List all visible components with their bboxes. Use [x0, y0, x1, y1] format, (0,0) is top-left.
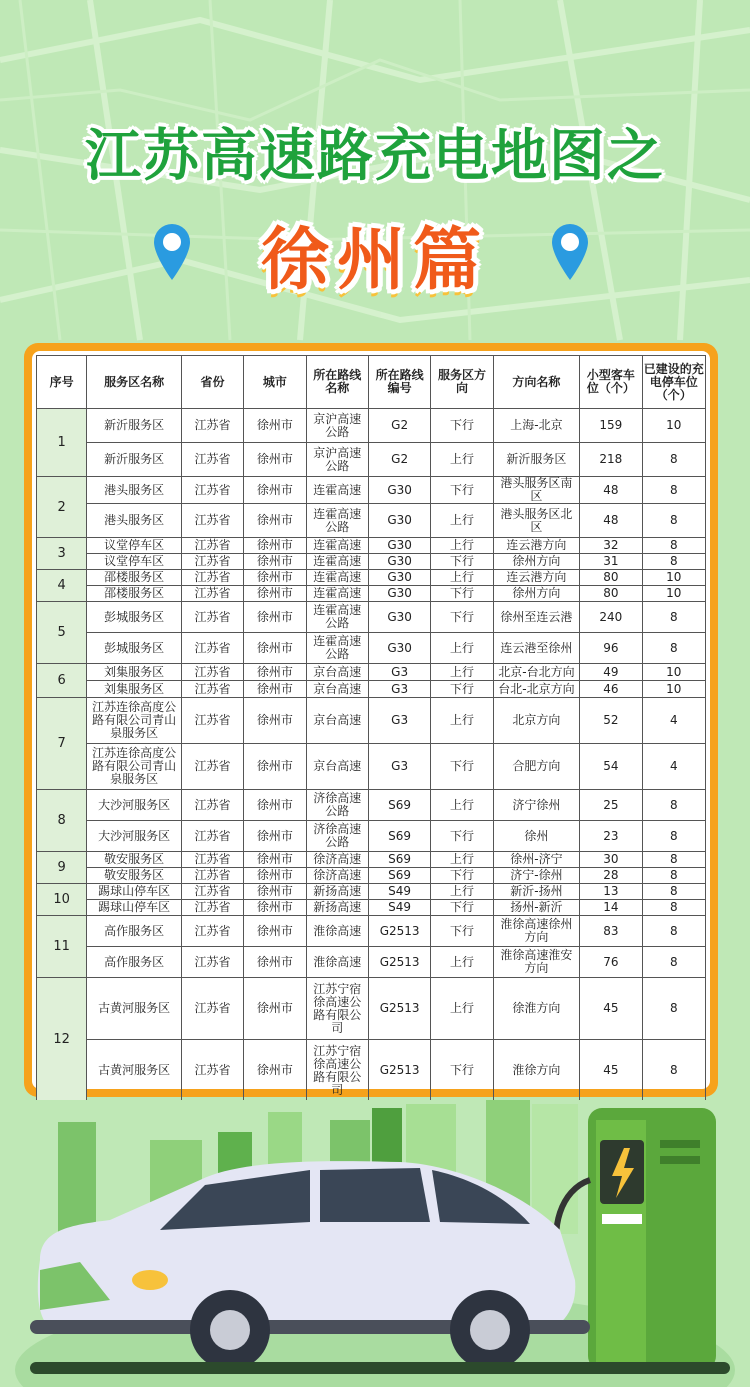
table-row [37, 538, 706, 554]
map-pin-icon [550, 222, 590, 282]
service-area-name-cell: 江苏连徐高度公路有限公司青山泉服务区 [87, 698, 182, 744]
route-name-cell: 连霍高速 [306, 554, 368, 570]
small-car-spaces-cell: 48 [580, 477, 642, 504]
small-car-spaces-cell: 80 [580, 570, 642, 586]
charging-spaces-cell: 8 [642, 554, 705, 570]
sequence-cell: 8 [37, 790, 87, 852]
small-car-spaces-cell: 14 [580, 900, 642, 916]
table-row [37, 602, 706, 633]
charging-spaces-cell: 8 [642, 916, 705, 947]
city-cell: 徐州市 [244, 698, 306, 744]
route-name-cell: 新扬高速 [306, 884, 368, 900]
direction-name-cell: 连云港至徐州 [493, 633, 580, 664]
small-car-spaces-cell: 25 [580, 790, 642, 821]
table-row [37, 916, 706, 947]
direction-cell: 下行 [431, 868, 493, 884]
direction-cell: 下行 [431, 916, 493, 947]
small-car-spaces-cell: 28 [580, 868, 642, 884]
direction-name-cell: 济宁徐州 [493, 790, 580, 821]
small-car-spaces-cell: 52 [580, 698, 642, 744]
service-area-name-cell: 港头服务区 [87, 477, 182, 504]
table-row [37, 744, 706, 790]
direction-cell: 上行 [431, 978, 493, 1040]
sequence-cell: 10 [37, 884, 87, 916]
city-cell: 徐州市 [244, 681, 306, 698]
direction-cell: 上行 [431, 947, 493, 978]
service-area-name-cell: 港头服务区 [87, 504, 182, 538]
service-area-name-cell: 议堂停车区 [87, 554, 182, 570]
route-code-cell: G3 [368, 744, 430, 790]
column-header: 方向名称 [493, 356, 580, 409]
direction-name-cell: 台北-北京方向 [493, 681, 580, 698]
sequence-cell: 1 [37, 409, 87, 477]
charging-spaces-cell: 8 [642, 790, 705, 821]
city-cell: 徐州市 [244, 852, 306, 868]
table-row [37, 947, 706, 978]
charging-spaces-cell: 8 [642, 947, 705, 978]
province-cell: 江苏省 [181, 681, 243, 698]
service-area-name-cell: 敬安服务区 [87, 852, 182, 868]
sequence-cell: 2 [37, 477, 87, 538]
sequence-cell: 3 [37, 538, 87, 570]
route-code-cell: G2513 [368, 978, 430, 1040]
route-name-cell: 连霍高速公路 [306, 504, 368, 538]
small-car-spaces-cell: 31 [580, 554, 642, 570]
small-car-spaces-cell: 54 [580, 744, 642, 790]
service-area-name-cell: 江苏连徐高度公路有限公司青山泉服务区 [87, 744, 182, 790]
route-name-cell: 淮徐高速 [306, 947, 368, 978]
province-cell: 江苏省 [181, 744, 243, 790]
small-car-spaces-cell: 48 [580, 504, 642, 538]
route-name-cell: 京沪高速公路 [306, 409, 368, 443]
route-code-cell: G30 [368, 633, 430, 664]
direction-name-cell: 连云港方向 [493, 570, 580, 586]
service-area-name-cell: 刘集服务区 [87, 681, 182, 698]
route-code-cell: G2 [368, 409, 430, 443]
direction-name-cell: 上海-北京 [493, 409, 580, 443]
service-area-name-cell: 议堂停车区 [87, 538, 182, 554]
small-car-spaces-cell: 32 [580, 538, 642, 554]
service-area-name-cell: 彭城服务区 [87, 633, 182, 664]
route-name-cell: 济徐高速公路 [306, 790, 368, 821]
city-cell: 徐州市 [244, 900, 306, 916]
page-title: 江苏高速路充电地图之 [85, 124, 665, 189]
direction-name-cell: 新沂服务区 [493, 443, 580, 477]
route-name-cell: 京台高速 [306, 681, 368, 698]
province-cell: 江苏省 [181, 868, 243, 884]
direction-cell: 上行 [431, 698, 493, 744]
province-cell: 江苏省 [181, 884, 243, 900]
route-code-cell: G30 [368, 554, 430, 570]
province-cell: 江苏省 [181, 602, 243, 633]
city-cell: 徐州市 [244, 868, 306, 884]
direction-cell: 下行 [431, 602, 493, 633]
route-code-cell: G30 [368, 538, 430, 554]
charging-station-table [36, 355, 706, 1102]
small-car-spaces-cell: 30 [580, 852, 642, 868]
table-row [37, 821, 706, 852]
province-cell: 江苏省 [181, 554, 243, 570]
service-area-name-cell: 高作服务区 [87, 947, 182, 978]
province-cell: 江苏省 [181, 409, 243, 443]
province-cell: 江苏省 [181, 443, 243, 477]
direction-name-cell: 淮徐高速淮安方向 [493, 947, 580, 978]
map-pin-icon [152, 222, 192, 282]
province-cell: 江苏省 [181, 916, 243, 947]
service-area-name-cell: 踢球山停车区 [87, 900, 182, 916]
table-header-row [37, 356, 706, 409]
direction-cell: 下行 [431, 681, 493, 698]
route-code-cell: S49 [368, 884, 430, 900]
service-area-name-cell: 踢球山停车区 [87, 884, 182, 900]
city-cell: 徐州市 [244, 884, 306, 900]
small-car-spaces-cell: 45 [580, 1040, 642, 1102]
province-cell: 江苏省 [181, 1040, 243, 1102]
small-car-spaces-cell: 240 [580, 602, 642, 633]
table-row [37, 554, 706, 570]
route-name-cell: 徐济高速 [306, 852, 368, 868]
table-row [37, 1040, 706, 1102]
table-container [32, 351, 710, 1097]
column-header: 服务区方向 [431, 356, 493, 409]
charging-spaces-cell: 8 [642, 821, 705, 852]
city-cell: 徐州市 [244, 1040, 306, 1102]
sequence-cell: 4 [37, 570, 87, 602]
direction-cell: 下行 [431, 821, 493, 852]
province-cell: 江苏省 [181, 978, 243, 1040]
route-code-cell: G30 [368, 477, 430, 504]
direction-name-cell: 济宁-徐州 [493, 868, 580, 884]
small-car-spaces-cell: 96 [580, 633, 642, 664]
city-cell: 徐州市 [244, 916, 306, 947]
charging-spaces-cell: 8 [642, 504, 705, 538]
table-row [37, 868, 706, 884]
table-row [37, 570, 706, 586]
small-car-spaces-cell: 49 [580, 664, 642, 681]
direction-cell: 上行 [431, 443, 493, 477]
charging-spaces-cell: 8 [642, 443, 705, 477]
province-cell: 江苏省 [181, 477, 243, 504]
route-name-cell: 连霍高速 [306, 570, 368, 586]
province-cell: 江苏省 [181, 538, 243, 554]
route-code-cell: S49 [368, 900, 430, 916]
direction-name-cell: 徐州-济宁 [493, 852, 580, 868]
city-cell: 徐州市 [244, 978, 306, 1040]
service-area-name-cell: 敬安服务区 [87, 868, 182, 884]
route-code-cell: G2 [368, 443, 430, 477]
charging-spaces-cell: 8 [642, 884, 705, 900]
city-cell: 徐州市 [244, 504, 306, 538]
small-car-spaces-cell: 45 [580, 978, 642, 1040]
direction-cell: 下行 [431, 586, 493, 602]
small-car-spaces-cell: 83 [580, 916, 642, 947]
table-row [37, 852, 706, 868]
direction-name-cell: 徐州方向 [493, 554, 580, 570]
car-charging-illustration [0, 1100, 750, 1387]
table-row [37, 900, 706, 916]
small-car-spaces-cell: 218 [580, 443, 642, 477]
charging-spaces-cell: 10 [642, 586, 705, 602]
route-code-cell: S69 [368, 821, 430, 852]
service-area-name-cell: 邵楼服务区 [87, 570, 182, 586]
route-name-cell: 济徐高速公路 [306, 821, 368, 852]
city-cell: 徐州市 [244, 586, 306, 602]
charging-spaces-cell: 10 [642, 409, 705, 443]
route-code-cell: G30 [368, 586, 430, 602]
small-car-spaces-cell: 13 [580, 884, 642, 900]
column-header: 城市 [244, 356, 306, 409]
charging-spaces-cell: 10 [642, 570, 705, 586]
direction-name-cell: 淮徐方向 [493, 1040, 580, 1102]
province-cell: 江苏省 [181, 698, 243, 744]
charging-spaces-cell: 8 [642, 633, 705, 664]
table-row [37, 477, 706, 504]
small-car-spaces-cell: 46 [580, 681, 642, 698]
charging-spaces-cell: 4 [642, 744, 705, 790]
route-name-cell: 徐济高速 [306, 868, 368, 884]
city-cell: 徐州市 [244, 602, 306, 633]
service-area-name-cell: 古黄河服务区 [87, 1040, 182, 1102]
direction-cell: 上行 [431, 570, 493, 586]
column-header: 已建设的充电停车位（个） [642, 356, 705, 409]
small-car-spaces-cell: 23 [580, 821, 642, 852]
city-cell: 徐州市 [244, 538, 306, 554]
sequence-cell: 11 [37, 916, 87, 978]
charging-spaces-cell: 8 [642, 978, 705, 1040]
table-row [37, 698, 706, 744]
route-code-cell: S69 [368, 790, 430, 821]
column-header: 省份 [181, 356, 243, 409]
province-cell: 江苏省 [181, 821, 243, 852]
charging-spaces-cell: 8 [642, 868, 705, 884]
charging-spaces-cell: 8 [642, 900, 705, 916]
sequence-cell: 12 [37, 978, 87, 1102]
direction-cell: 下行 [431, 1040, 493, 1102]
direction-name-cell: 港头服务区南区 [493, 477, 580, 504]
route-name-cell: 连霍高速 [306, 477, 368, 504]
direction-cell: 下行 [431, 409, 493, 443]
route-code-cell: G2513 [368, 916, 430, 947]
direction-cell: 上行 [431, 538, 493, 554]
route-name-cell: 连霍高速 [306, 538, 368, 554]
service-area-name-cell: 彭城服务区 [87, 602, 182, 633]
direction-cell: 上行 [431, 633, 493, 664]
sequence-cell: 6 [37, 664, 87, 698]
sequence-cell: 9 [37, 852, 87, 884]
direction-name-cell: 徐州方向 [493, 586, 580, 602]
city-cell: 徐州市 [244, 409, 306, 443]
small-car-spaces-cell: 159 [580, 409, 642, 443]
column-header: 所在路线编号 [368, 356, 430, 409]
province-cell: 江苏省 [181, 586, 243, 602]
service-area-name-cell: 古黄河服务区 [87, 978, 182, 1040]
service-area-name-cell: 新沂服务区 [87, 443, 182, 477]
direction-name-cell: 北京方向 [493, 698, 580, 744]
direction-cell: 上行 [431, 504, 493, 538]
province-cell: 江苏省 [181, 852, 243, 868]
service-area-name-cell: 邵楼服务区 [87, 586, 182, 602]
direction-name-cell: 新沂-扬州 [493, 884, 580, 900]
route-name-cell: 江苏宁宿徐高速公路有限公司 [306, 978, 368, 1040]
direction-cell: 下行 [431, 554, 493, 570]
charging-spaces-cell: 8 [642, 477, 705, 504]
city-cell: 徐州市 [244, 570, 306, 586]
province-cell: 江苏省 [181, 504, 243, 538]
charging-spaces-cell: 8 [642, 852, 705, 868]
city-cell: 徐州市 [244, 633, 306, 664]
city-cell: 徐州市 [244, 664, 306, 681]
direction-name-cell: 徐淮方向 [493, 978, 580, 1040]
table-row [37, 409, 706, 443]
route-code-cell: G3 [368, 681, 430, 698]
direction-name-cell: 连云港方向 [493, 538, 580, 554]
province-cell: 江苏省 [181, 633, 243, 664]
route-code-cell: G30 [368, 504, 430, 538]
route-name-cell: 京台高速 [306, 664, 368, 681]
city-cell: 徐州市 [244, 443, 306, 477]
column-header: 序号 [37, 356, 87, 409]
direction-name-cell: 合肥方向 [493, 744, 580, 790]
province-cell: 江苏省 [181, 790, 243, 821]
service-area-name-cell: 大沙河服务区 [87, 790, 182, 821]
charging-spaces-cell: 10 [642, 681, 705, 698]
province-cell: 江苏省 [181, 947, 243, 978]
service-area-name-cell: 高作服务区 [87, 916, 182, 947]
sequence-cell: 7 [37, 698, 87, 790]
direction-cell: 下行 [431, 900, 493, 916]
column-header: 服务区名称 [87, 356, 182, 409]
table-row [37, 978, 706, 1040]
charging-spaces-cell: 4 [642, 698, 705, 744]
city-cell: 徐州市 [244, 790, 306, 821]
province-cell: 江苏省 [181, 900, 243, 916]
sequence-cell: 5 [37, 602, 87, 664]
table-card [24, 343, 718, 1097]
table-body [37, 409, 706, 1102]
direction-cell: 上行 [431, 790, 493, 821]
direction-cell: 上行 [431, 852, 493, 868]
route-code-cell: G2513 [368, 947, 430, 978]
route-code-cell: G3 [368, 664, 430, 681]
route-name-cell: 江苏宁宿徐高速公路有限公司 [306, 1040, 368, 1102]
route-code-cell: G3 [368, 698, 430, 744]
charging-spaces-cell: 8 [642, 1040, 705, 1102]
charging-spaces-cell: 8 [642, 602, 705, 633]
city-cell: 徐州市 [244, 744, 306, 790]
route-name-cell: 连霍高速公路 [306, 633, 368, 664]
city-cell: 徐州市 [244, 554, 306, 570]
direction-cell: 下行 [431, 744, 493, 790]
direction-name-cell: 北京-台北方向 [493, 664, 580, 681]
page-subtitle: 徐州篇 [260, 221, 489, 300]
route-name-cell: 淮徐高速 [306, 916, 368, 947]
route-code-cell: S69 [368, 852, 430, 868]
table-row [37, 681, 706, 698]
charging-spaces-cell: 10 [642, 664, 705, 681]
table-row [37, 633, 706, 664]
city-cell: 徐州市 [244, 947, 306, 978]
route-code-cell: G30 [368, 602, 430, 633]
table-row [37, 586, 706, 602]
column-header: 所在路线名称 [306, 356, 368, 409]
table-row [37, 504, 706, 538]
direction-cell: 下行 [431, 477, 493, 504]
small-car-spaces-cell: 76 [580, 947, 642, 978]
direction-name-cell: 徐州 [493, 821, 580, 852]
route-code-cell: G30 [368, 570, 430, 586]
charging-spaces-cell: 8 [642, 538, 705, 554]
route-code-cell: S69 [368, 868, 430, 884]
service-area-name-cell: 刘集服务区 [87, 664, 182, 681]
direction-cell: 上行 [431, 664, 493, 681]
service-area-name-cell: 新沂服务区 [87, 409, 182, 443]
route-code-cell: G2513 [368, 1040, 430, 1102]
small-car-spaces-cell: 80 [580, 586, 642, 602]
province-cell: 江苏省 [181, 664, 243, 681]
table-row [37, 664, 706, 681]
route-name-cell: 连霍高速公路 [306, 602, 368, 633]
direction-name-cell: 徐州至连云港 [493, 602, 580, 633]
table-row [37, 884, 706, 900]
city-cell: 徐州市 [244, 477, 306, 504]
route-name-cell: 京台高速 [306, 744, 368, 790]
route-name-cell: 京沪高速公路 [306, 443, 368, 477]
route-name-cell: 京台高速 [306, 698, 368, 744]
table-row [37, 443, 706, 477]
service-area-name-cell: 大沙河服务区 [87, 821, 182, 852]
column-header: 小型客车位（个） [580, 356, 642, 409]
route-name-cell: 新扬高速 [306, 900, 368, 916]
direction-name-cell: 扬州-新沂 [493, 900, 580, 916]
route-name-cell: 连霍高速 [306, 586, 368, 602]
table-row [37, 790, 706, 821]
province-cell: 江苏省 [181, 570, 243, 586]
direction-cell: 上行 [431, 884, 493, 900]
city-cell: 徐州市 [244, 821, 306, 852]
direction-name-cell: 淮徐高速徐州方向 [493, 916, 580, 947]
direction-name-cell: 港头服务区北区 [493, 504, 580, 538]
